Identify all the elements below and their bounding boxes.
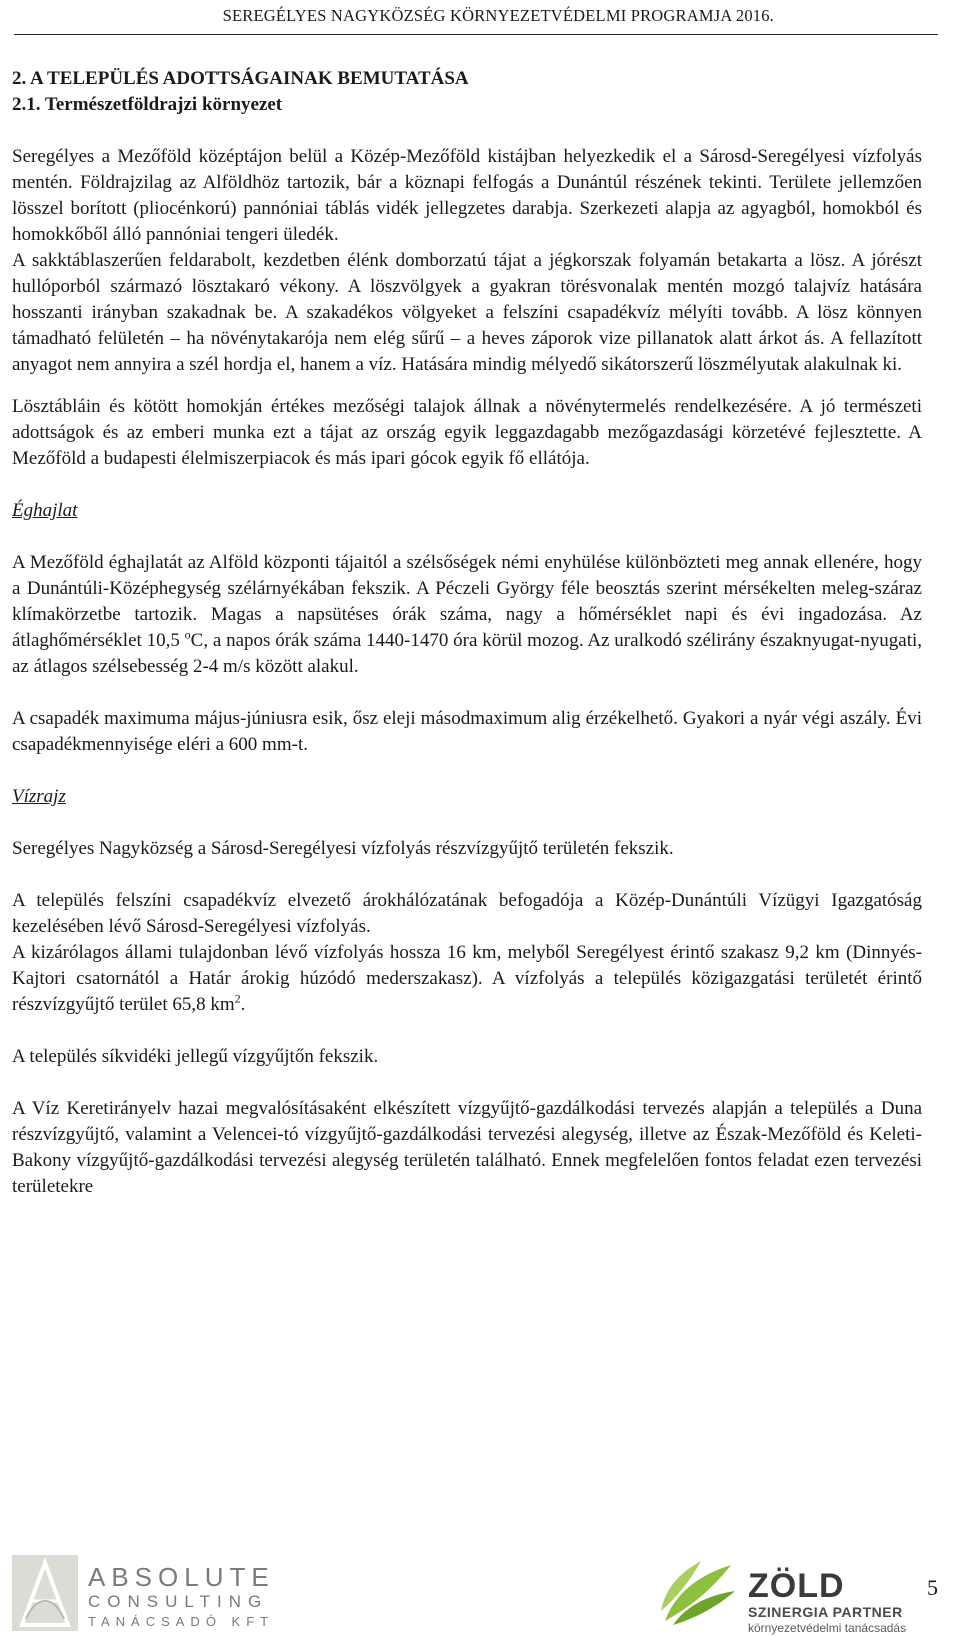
paragraph-6: Seregélyes Nagyközség a Sárosd-Seregélyesi vízfolyás részvízgyűjtő területén fekszik. (12, 838, 674, 859)
subsection-heading: 2.1. Természetföldrajzi környezet (12, 94, 283, 115)
section-heading: 2. A TELEPÜLÉS ADOTTSÁGAINAK BEMUTATÁSA (12, 68, 469, 89)
zold-line-2: SZINERGIA PARTNER (748, 1604, 903, 1620)
header-rule (14, 34, 938, 35)
paragraph-7: A település felszíni csapadékvíz elvezető árokhálózatának befogadója a Közép-Dunántúli Vízügyi Igazgatóság kezelésében lévő Sárosd-Seregélyesi vízfolyás. (12, 890, 922, 937)
header-title: SEREGÉLYES NAGYKÖZSÉG KÖRNYEZETVÉDELMI PROGRAMJA 2016. (222, 6, 774, 25)
squared-sup: 2 (234, 991, 241, 1006)
zold-line-3: környezetvédelmi tanácsadás (748, 1621, 907, 1635)
paragraph-4-part1: A Mezőföld éghajlatát az Alföld központi tájaitól a szélsőségek némi enyhülése különbözteti meg annak ellenére, hogy a Dunántúli-Középhegység szélárnyékában fekszik. A Péczeli György féle beosztás szerint mérsékelten meleg-száraz klímakörzetbe tartozik. Magas a napsütéses órák száma, nagy a hőmérséklet napi és évi ingadozása. Az átlaghőmérséklet 10,5 (12, 552, 922, 651)
page-number: 5 (927, 1575, 938, 1600)
absolute-consulting-wordmark (88, 1563, 275, 1631)
degree-sup: o (184, 627, 191, 642)
zold-line-1: ZÖLD (748, 1567, 845, 1605)
vizrajz-title: Vízrajz (12, 786, 66, 807)
page-footer (0, 1555, 960, 1636)
paragraph-10: A Víz Keretirányelv hazai megvalósításaként elkészített vízgyűjtő-gazdálkodási tervezés alapján a település a Duna részvízgyűjtő, valamint a Velencei-tó vízgyűjtő-gazdálkodási tervezési alegység, illetve az Észak-Mezőföld és Keleti-Bakony vízgyűjtő-gazdálkodási tervezési alegység területén található. Ennek megfelelően fontos feladat ezen tervezési területekre (12, 1098, 922, 1197)
absolute-line-2: CONSULTING (88, 1592, 269, 1611)
paragraph-4-part2: C, a napos órák száma 1440-1470 óra körül mozog. Az uralkodó szélirány északnyugat-nyugati, az átlagos szélsebesség 2-4 m/s között alakul. (12, 630, 922, 677)
paragraph-2: A sakktáblaszerűen feldarabolt, kezdetben élénk domborzatú tájat a jégkorszak folyamán betakarta a lösz. A jórészt hullóporból származó lösztakaró vékony. A löszvölgyek a gyakran törésvonalak mentén mozgó talajvíz hatására hosszanti irányban szakadnak be. A szakadékos völgyeket a felszíni csapadékvíz mélyíti tovább. A lösz könnyen támadható felületén – ha növénytakarója nem elég sűrű – a heves záporok vize pillanatok alatt árkot ás. A fellazított anyagot nem annyira a szél hordja el, hanem a víz. Hatására mindig mélyedő sikátorszerű löszmélyutak alakulnak ki. (12, 250, 922, 375)
paragraph-1: Seregélyes a Mezőföld középtájon belül a Közép-Mezőföld kistájban helyezkedik el a Sárosd-Seregélyesi vízfolyás mentén. Földrajzilag az Alföldhöz tartozik, bár a köznapi felfogás a Dunántúl részének tekinti. Területe jellemzően lösszel borított (pliocénkorú) pannóniai táblás vidék jellegzetes darabja. Szerkezeti alapja az agyagból, homokból és homokkőből álló pannóniai tengeri üledék. (12, 146, 922, 245)
zold-leaf-logo-icon (655, 1555, 741, 1631)
eghajlat-title: Éghajlat (12, 500, 78, 521)
paragraph-4 (12, 550, 922, 680)
absolute-line-1: ABSOLUTE (88, 1562, 275, 1592)
absolute-line-3: TANÁCSADÓ KFT (88, 1614, 275, 1629)
document-body (12, 66, 922, 1200)
paragraph-5: A csapadék maximuma május-júniusra esik, ősz eleji másodmaximum alig érzékelhető. Gyakori a nyár végi aszály. Évi csapadékmennyisége eléri a 600 mm-t. (12, 708, 922, 755)
running-header (0, 6, 960, 26)
paragraph-3: Lösztábláin és kötött homokján értékes mezőségi talajok állnak a növénytermelés rendelkezésére. A jó természeti adottságok és az emberi munka ezt a tájat az ország egyik leggazdagabb mezőgazdasági körzetévé fejlesztette. A Mezőföld a budapesti élelmiszerpiacok és más ipari gócok egyik fő ellátója. (12, 396, 922, 469)
paragraph-9: A település síkvidéki jellegű vízgyűjtőn fekszik. (12, 1046, 379, 1067)
absolute-consulting-logo-icon (12, 1555, 78, 1631)
paragraph-8-part1: A kizárólagos állami tulajdonban lévő vízfolyás hossza 16 km, melyből Seregélyest érintő szakasz 9,2 km (Dinnyés-Kajtori csatornától a Határ árokig húzódó mederszakasz). A vízfolyás a település közigazgatási területét érintő részvízgyűjtő terület 65,8 km (12, 942, 922, 1015)
zold-wordmark (748, 1569, 906, 1635)
paragraph-8 (12, 940, 922, 1018)
paragraph-8-part2: . (240, 994, 246, 1015)
